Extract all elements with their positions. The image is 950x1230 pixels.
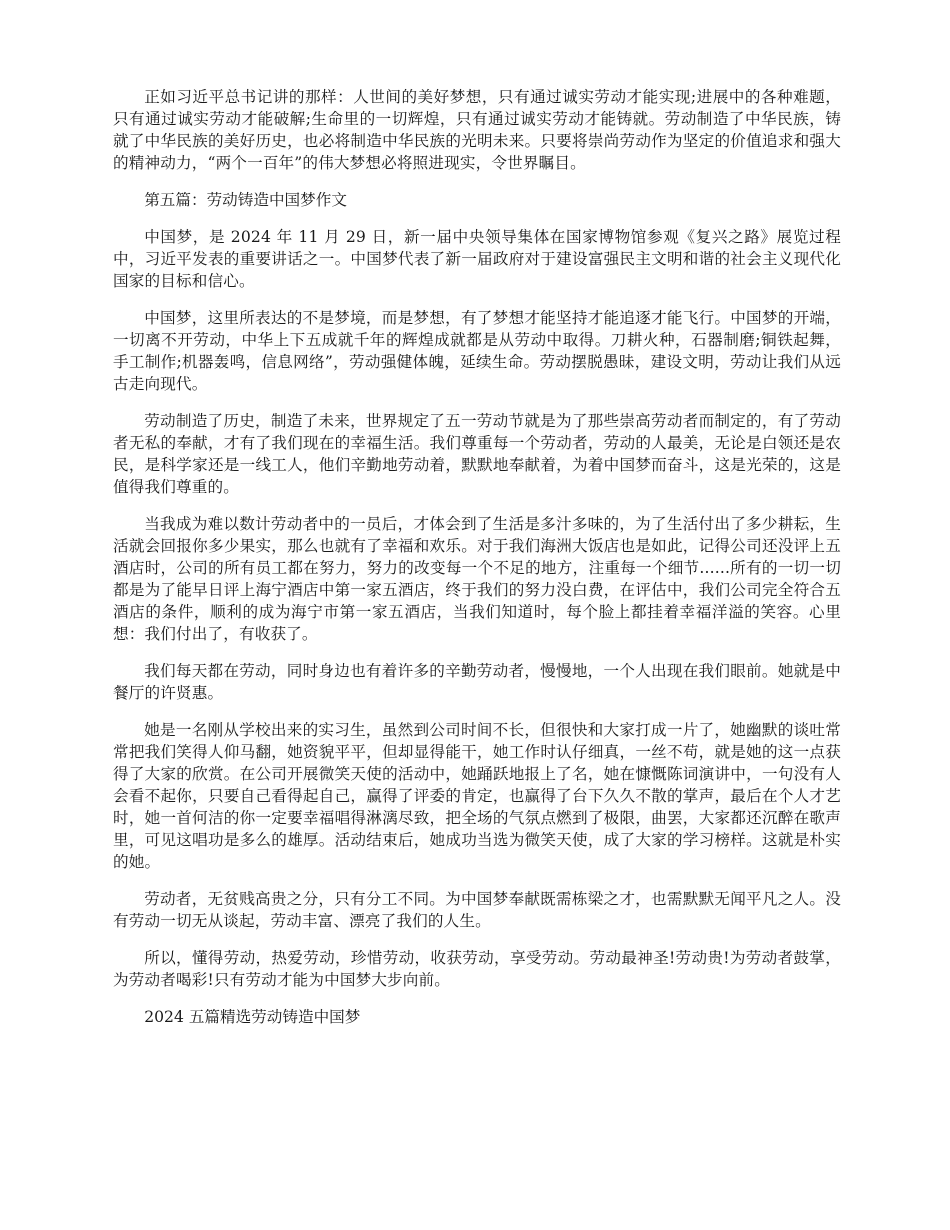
paragraph-7: 她是一名刚从学校出来的实习生，虽然到公司时间不长，但很快和大家打成一片了，她幽默的谈吐常常把我们笑得人仰马翻，她资貌平平，但却显得能干，她工作时认仔细真，一丝不苟，就是她的这一点获得了大家的欣赏。在公司开展微笑天使的活动中，她踊跃地报上了名，她在慷慨陈词演讲中，一句没有人会看不起你，只要自己看得起自己，赢得了评委的肯定，也赢得了台下久久不散的掌声，最后在个人才艺时，她一首何洁的你一定要幸福唱得淋漓尽致，把全场的气氛点燃到了极限，曲罢，大家都还沉醉在歌声里，可见这唱功是多么的雄厚。活动结束后，她成功当选为微笑天使，成了大家的学习榜样。这就是朴实的她。 xyxy=(113,721,841,871)
document-body xyxy=(113,86,841,1043)
section-heading: 第五篇：劳动铸造中国梦作文 xyxy=(144,191,347,209)
closing-title: 2024 五篇精选劳动铸造中国梦 xyxy=(144,1008,361,1026)
paragraph-4: 劳动制造了历史，制造了未来，世界规定了五一劳动节就是为了那些崇高劳动者而制定的，有了劳动者无私的奉献，才有了我们现在的幸福生活。我们尊重每一个劳动者，劳动的人最美，无论是白领还是农民，是科学家还是一线工人，他们辛勤地劳动着，默默地奉献着，为着中国梦而奋斗，这是光荣的，这是值得我们尊重的。 xyxy=(113,412,841,496)
paragraph-8: 劳动者，无贫贱高贵之分，只有分工不同。为中国梦奉献既需栋梁之才，也需默默无闻平凡之人。没有劳动一切无从谈起，劳动丰富、漂亮了我们的人生。 xyxy=(113,890,841,930)
paragraph-9: 所以，懂得劳动，热爱劳动，珍惜劳动，收获劳动，享受劳动。劳动最神圣!劳动贵!为劳动者鼓掌，为劳动者喝彩!只有劳动才能为中国梦大步向前。 xyxy=(113,949,841,989)
paragraph-1: 正如习近平总书记讲的那样：人世间的美好梦想，只有通过诚实劳动才能实现;进展中的各种难题，只有通过诚实劳动才能破解;生命里的一切辉煌，只有通过诚实劳动才能铸就。劳动制造了中华民族，铸就了中华民族的美好历史，也必将制造中华民族的光明未来。只要将崇尚劳动作为坚定的价值追求和强大的精神动力，“两个一百年”的伟大梦想必将照进现实，令世界瞩目。 xyxy=(113,88,841,172)
paragraph-2: 中国梦，是 2024 年 11 月 29 日，新一届中央领导集体在国家博物馆参观《复兴之路》展览过程中，习近平发表的重要讲话之一。中国梦代表了新一届政府对于建设富强民主文明和谐的社会主义现代化国家的目标和信心。 xyxy=(113,228,841,290)
paragraph-6: 我们每天都在劳动，同时身边也有着许多的辛勤劳动者，慢慢地，一个人出现在我们眼前。她就是中餐厅的许贤惠。 xyxy=(113,662,841,702)
paragraph-5: 当我成为难以数计劳动者中的一员后，才体会到了生活是多汁多味的，为了生活付出了多少耕耘，生活就会回报你多少果实，那么也就有了幸福和欢乐。对于我们海洲大饭店也是如此，记得公司还没评上五酒店时，公司的所有员工都在努力，努力的改变每一个不足的地方，注重每一个细节......所有的一切一切都是为了能早日评上海宁酒店中第一家五酒店，终于我们的努力没白费，在评估中，我们公司完全符合五酒店的条件，顺利的成为海宁市第一家五酒店，当我们知道时，每个脸上都挂着幸福洋溢的笑容。心里想：我们付出了，有收获了。 xyxy=(113,515,841,643)
paragraph-3: 中国梦，这里所表达的不是梦境，而是梦想，有了梦想才能坚持才能追逐才能飞行。中国梦的开端，一切离不开劳动，中华上下五成就千年的辉煌成就都是从劳动中取得。刀耕火种，石器制磨;铜铁起舞，手工制作;机器轰鸣，信息网络”，劳动强健体魄，延续生命。劳动摆脱愚昧，建设文明，劳动让我们从远古走向现代。 xyxy=(113,309,841,393)
